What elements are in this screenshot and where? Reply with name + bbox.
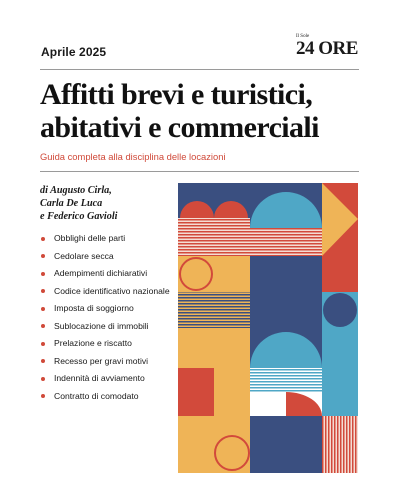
bullet-icon [41,394,45,398]
topic-item [40,233,175,244]
topics-list [40,233,175,408]
topic-label: Prelazione e riscatto [54,338,132,348]
cover-geometric-artwork [178,183,358,473]
topic-item [40,286,175,297]
publication-date: Aprile 2025 [41,45,107,59]
middle-divider [40,171,359,172]
topic-label: Codice identificativo nazionale [54,285,170,296]
top-divider [40,69,359,70]
bullet-icon [41,289,45,293]
bullet-icon [41,272,45,276]
publisher-logo [296,34,358,60]
topic-item [40,268,175,279]
bullet-icon [41,307,45,311]
topic-item [40,303,175,314]
bullet-icon [41,359,45,363]
topic-label: Adempimenti dichiarativi [54,268,148,278]
topic-label: Indennità di avviamento [54,373,145,383]
author-line: e Federico Gavioli [40,211,118,223]
bullet-icon [41,237,45,241]
author-line: di Augusto Cirla, [40,185,112,196]
publisher-logo-text: 24 ORE [296,38,358,59]
topic-label: Recesso per gravi motivi [54,355,149,366]
topic-item [40,321,175,332]
book-title-line-1: Affitti brevi e turistici, [40,78,313,111]
bullet-icon [41,324,45,328]
book-subtitle: Guida completa alla disciplina delle locazioni [40,151,226,162]
topic-label: Contratto di comodato [54,390,139,401]
topic-item [40,356,175,367]
bullet-icon [41,342,45,346]
topic-item [40,251,175,262]
author-line: Carla De Luca [40,198,103,210]
publisher-logo-small-text: Il Sole [296,34,310,39]
topic-label: Cedolare secca [54,250,114,261]
topic-label: Imposta di soggiorno [54,303,134,313]
bullet-icon [41,254,45,258]
authors-block [40,184,170,224]
book-title [40,78,370,144]
topic-item [40,338,175,349]
topic-item [40,391,175,402]
book-title-line-2: abitativi e commerciali [40,111,319,144]
bullet-icon [41,377,45,381]
topic-item [40,373,175,384]
topic-label: Sublocazione di immobili [54,320,149,331]
topic-label: Obblighi delle parti [54,233,126,243]
